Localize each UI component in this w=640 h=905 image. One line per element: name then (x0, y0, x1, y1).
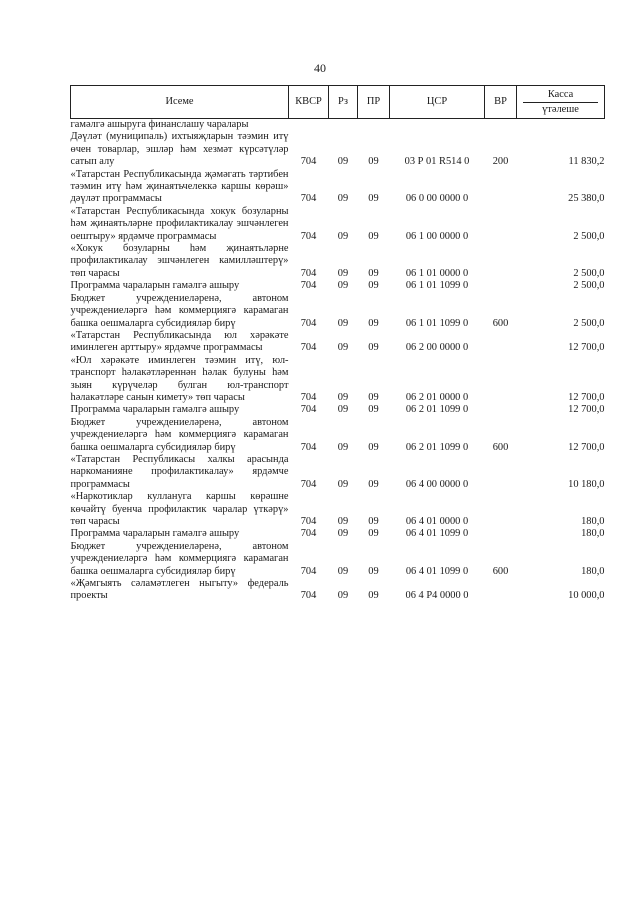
row-name: Дәүләт (муниципаль) ихтыяҗларын тәэмин итү өчен товарлар, эшләр һәм хезмәт күрсәтүләр сатып алу (70, 131, 289, 168)
row-amount: 2 500,0 (573, 267, 605, 279)
row-rz: 09 (337, 156, 349, 168)
row-kvsr (289, 119, 329, 132)
row-csr: 03 Р 01 R514 0 (404, 156, 470, 168)
row-pr: 09 (368, 404, 379, 416)
row-vr: 600 (492, 565, 509, 577)
table-body (71, 119, 605, 603)
row-vr: 600 (492, 317, 509, 329)
row-amount: 12 700,0 (568, 342, 605, 354)
row-vr: 200 (492, 156, 509, 168)
row-csr: 06 1 01 1099 0 (405, 317, 469, 329)
row-rz: 09 (337, 342, 349, 354)
row-kvsr: 704 (300, 590, 317, 602)
row-pr: 09 (368, 565, 379, 577)
row-amount: 11 830,2 (568, 156, 605, 168)
row-vr (485, 280, 517, 292)
row-csr: 06 4 01 0000 0 (405, 516, 469, 527)
row-pr: 09 (368, 590, 379, 602)
header-csr: ЦСР (390, 86, 485, 119)
header-kassa-line1: Касса (547, 88, 574, 100)
row-amount: 12 700,0 (568, 441, 605, 453)
row-pr: 09 (368, 441, 379, 453)
page-number: 40 (314, 61, 326, 75)
row-rz: 09 (337, 267, 349, 279)
header-vr: ВР (485, 86, 517, 119)
row-amount: 12 700,0 (568, 404, 605, 416)
row-csr: 06 4 01 1099 0 (405, 565, 469, 577)
table-row (71, 169, 605, 206)
row-name: «Җәмгыять сәламәтлеген ныгыту» федераль проекты (70, 578, 289, 602)
row-kvsr: 704 (300, 565, 317, 577)
row-csr: 06 1 01 0000 0 (405, 267, 469, 279)
table-row (71, 404, 605, 416)
row-pr: 09 (368, 528, 379, 540)
row-kvsr: 704 (300, 156, 317, 168)
table-row (71, 243, 605, 280)
row-pr: 09 (368, 193, 379, 205)
row-rz: 09 (337, 528, 349, 540)
row-name: Программа чараларын гамәлгә ашыру (70, 404, 240, 416)
row-name: «Наркотиклар куллануга каршы көрәшне көчәйтү буенча профилактик чаралар үткәрү» төп чарасы (70, 491, 289, 527)
row-csr: 06 1 00 0000 0 (405, 230, 469, 242)
row-rz: 09 (337, 516, 349, 527)
row-name: Бюджет учреждениеләренә, автоном учреждениеләргә һәм коммерциягә карамаган башка оешмаларга субсидияләр бирү (70, 416, 289, 453)
budget-table (70, 85, 605, 603)
row-kvsr: 704 (300, 342, 317, 354)
row-rz: 09 (337, 404, 349, 416)
row-rz (329, 119, 358, 132)
row-vr (485, 578, 517, 603)
row-rz: 09 (337, 478, 349, 490)
row-name: Бюджет учреждениеләренә, автоном учреждениеләргә һәм коммерциягә карамаган башка оешмаларга субсидияләр бирү (70, 540, 289, 577)
table-row (71, 131, 605, 168)
row-rz: 09 (337, 441, 349, 453)
row-vr (485, 454, 517, 491)
row-rz: 09 (337, 193, 349, 205)
table-row (71, 528, 605, 540)
row-amount: 10 000,0 (568, 590, 605, 602)
row-csr: 06 4 00 0000 0 (405, 478, 469, 490)
row-pr: 09 (368, 280, 379, 292)
row-name: «Татарстан Республикасында юл хәрәкәте иминлеген арттыру» ярдәмче программасы (70, 329, 289, 354)
row-kvsr: 704 (300, 193, 317, 205)
row-csr: 06 2 01 1099 0 (405, 404, 469, 416)
row-amount: 2 500,0 (573, 280, 605, 292)
row-rz: 09 (337, 280, 349, 292)
row-rz: 09 (337, 590, 349, 602)
row-kvsr: 704 (300, 267, 317, 279)
table-header (71, 86, 605, 119)
row-csr: 06 2 01 0000 0 (405, 391, 469, 403)
table-row (71, 293, 605, 330)
table-row (71, 454, 605, 491)
row-name: «Хокук бозуларны һәм җинаятьләрне профилактикалау эшчәнлеген камилләштерү» төп чарасы (70, 243, 289, 279)
row-pr: 09 (368, 267, 379, 279)
row-amount: 25 380,0 (568, 193, 605, 205)
row-amount: 2 500,0 (573, 317, 605, 329)
row-csr: 06 1 01 1099 0 (405, 280, 469, 292)
table-row (71, 417, 605, 454)
row-pr: 09 (368, 478, 379, 490)
row-amount (517, 119, 605, 132)
header-pr: ПР (358, 86, 390, 119)
row-kvsr: 704 (300, 317, 317, 329)
row-name: Программа чараларын гамәлгә ашыру (70, 280, 240, 292)
row-amount: 180,0 (581, 528, 605, 540)
row-name: «Юл хәрәкәте иминлеген тәэмин итү, юл-транспорт һәлакәтләреннән һәлак булуны һәм зыян күрүчеләр булган юл-транспорт һәлакәтләре санын кимету» төп чарасы (70, 354, 289, 403)
row-name: гамәлгә ашыруга финанслашу чаралары (70, 119, 249, 130)
row-kvsr: 704 (300, 516, 317, 527)
row-amount: 180,0 (581, 565, 605, 577)
row-pr: 09 (368, 516, 379, 527)
row-kvsr: 704 (300, 441, 317, 453)
table-row (71, 578, 605, 603)
row-pr: 09 (368, 317, 379, 329)
table-row (71, 330, 605, 355)
row-kvsr: 704 (300, 391, 317, 403)
row-vr (485, 206, 517, 243)
row-pr: 09 (368, 230, 379, 242)
table-row (71, 491, 605, 528)
row-kvsr: 704 (300, 280, 317, 292)
row-pr (358, 119, 390, 132)
header-kvsr: КВСР (289, 86, 329, 119)
row-rz: 09 (337, 565, 349, 577)
header-name: Исеме (71, 86, 289, 119)
header-rz: Рз (329, 86, 358, 119)
row-csr: 06 4 Р4 0000 0 (405, 590, 469, 602)
row-kvsr: 704 (300, 404, 317, 416)
row-kvsr: 704 (300, 230, 317, 242)
row-vr (485, 119, 517, 132)
row-csr: 06 4 01 1099 0 (405, 528, 469, 540)
row-pr: 09 (368, 342, 379, 354)
row-name: «Татарстан Республикасында җәмәгать тәртибен тәэмин итү һәм җинаятьчелеккә каршы көрәш» дәүләт программасы (70, 168, 289, 205)
row-vr (485, 355, 517, 405)
table-row (71, 119, 605, 132)
row-rz: 09 (337, 230, 349, 242)
row-kvsr: 704 (300, 528, 317, 540)
row-name: Программа чараларын гамәлгә ашыру (70, 528, 240, 540)
row-vr (485, 330, 517, 355)
table-row (71, 541, 605, 578)
header-kassa-line2: үтәлеше (523, 102, 598, 117)
row-csr: 06 0 00 0000 0 (405, 193, 469, 205)
row-csr: 06 2 00 0000 0 (405, 342, 469, 354)
table-row (71, 280, 605, 292)
row-pr: 09 (368, 156, 379, 168)
row-name: «Татарстан Республикасы халкы арасында наркоманияне профилактикалау» ярдәмче программасы (70, 453, 289, 490)
row-vr (485, 243, 517, 280)
row-name: «Татарстан Республикасында хокук бозуларны һәм җинаятьләрне профилактикалау эшчәнлеген оештыру» ярдәмче программасы (70, 205, 289, 242)
row-vr (485, 169, 517, 206)
row-amount: 2 500,0 (573, 230, 605, 242)
row-csr (390, 119, 485, 132)
table-row (71, 355, 605, 405)
row-vr (485, 404, 517, 416)
row-amount: 12 700,0 (568, 391, 605, 403)
row-vr: 600 (492, 441, 509, 453)
row-kvsr: 704 (300, 478, 317, 490)
row-csr: 06 2 01 1099 0 (405, 441, 469, 453)
row-vr (485, 528, 517, 540)
header-kassa (517, 86, 605, 119)
row-vr (485, 491, 517, 528)
table-row (71, 206, 605, 243)
row-amount: 10 180,0 (568, 478, 605, 490)
row-name: Бюджет учреждениеләренә, автоном учреждениеләргә һәм коммерциягә карамаган башка оешмаларга субсидияләр бирү (70, 292, 289, 329)
row-amount: 180,0 (581, 516, 605, 527)
row-rz: 09 (337, 317, 349, 329)
row-pr: 09 (368, 391, 379, 403)
row-rz: 09 (337, 391, 349, 403)
